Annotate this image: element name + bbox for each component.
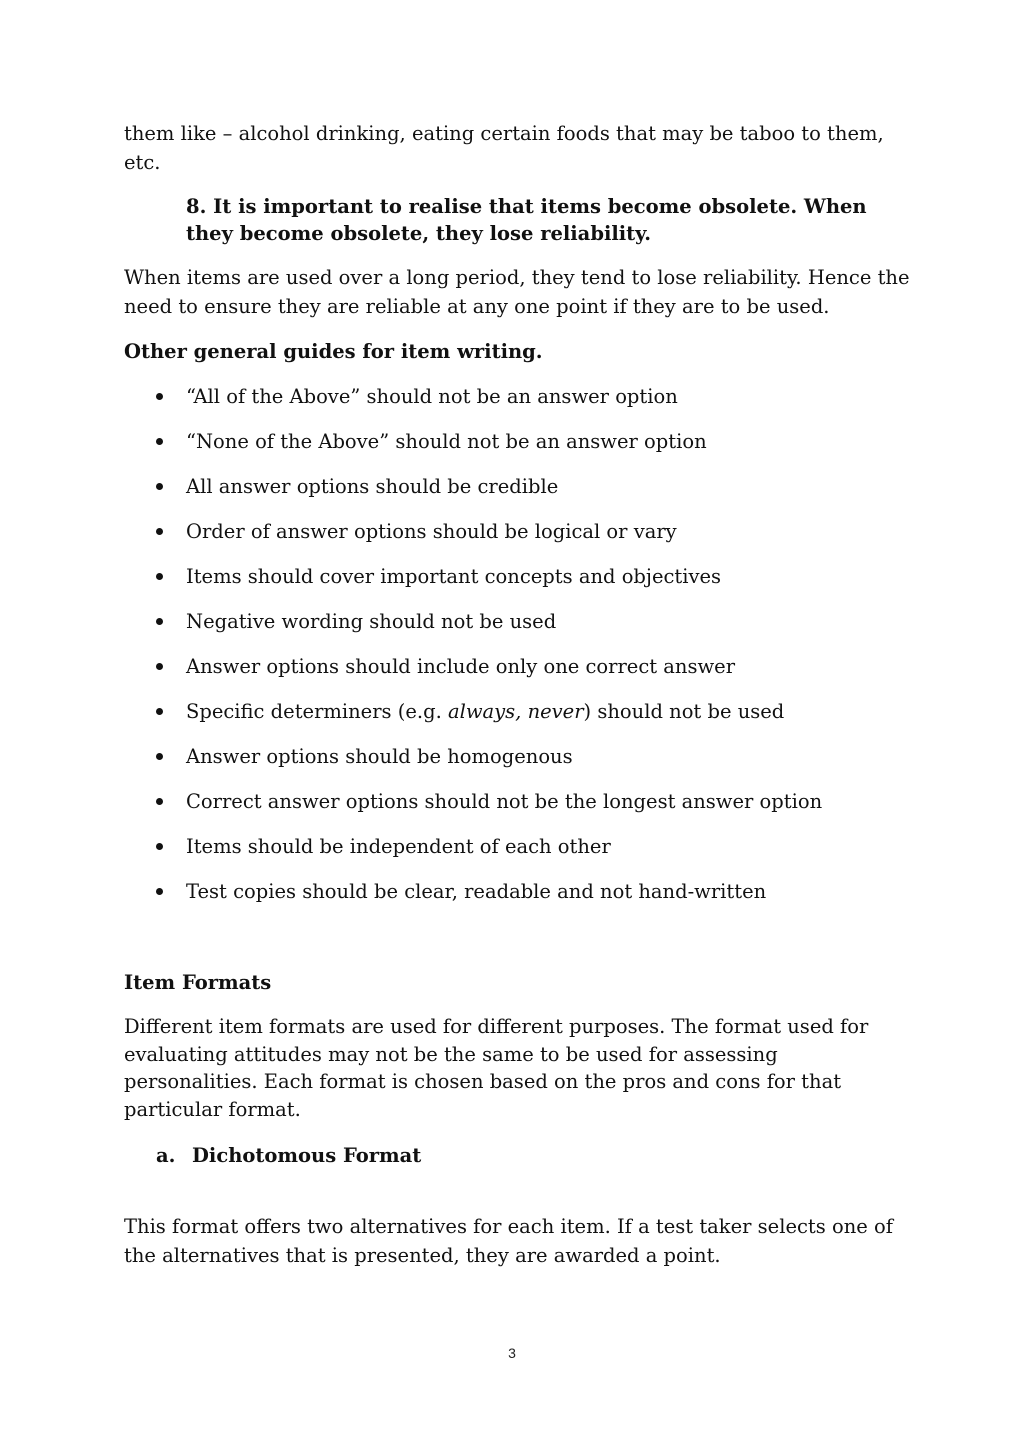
bullet-icon — [156, 618, 163, 625]
guides-list — [124, 382, 914, 922]
dichotomous-heading — [156, 1141, 914, 1170]
page-number: 3 — [508, 1345, 516, 1361]
list-item-text: Answer options should include only one correct answer — [186, 655, 736, 678]
bullet-icon — [156, 438, 163, 445]
list-item-text: Test copies should be clear, readable and not hand-written — [186, 880, 767, 903]
bullet-icon — [156, 528, 163, 535]
dichotomous-heading-text: Dichotomous Format — [192, 1144, 422, 1167]
bullet-icon — [156, 573, 163, 580]
list-item-text: Items should cover important concepts and objectives — [186, 565, 722, 588]
opening-paragraph: them like – alcohol drinking, eating certain foods that may be taboo to them, etc. — [124, 122, 884, 174]
list-item-text: Correct answer options should not be the longest answer option — [186, 790, 823, 813]
list-item — [124, 832, 914, 877]
section-spacer — [124, 922, 914, 968]
bullet-icon — [156, 708, 163, 715]
dichotomous-paragraph: This format offers two alternatives for each item. If a test taker selects one of the alternatives that is presented, they are awarded a point. — [124, 1215, 893, 1267]
item-formats-paragraph: Different item formats are used for different purposes. The format used for evaluating attitudes may not be the same to be used for assessing personalities. Each format is chosen based on the pros and cons for that particular format. — [124, 1015, 869, 1121]
list-item — [124, 472, 914, 517]
bullet-icon — [156, 798, 163, 805]
list-item-text: “All of the Above” should not be an answer option — [186, 385, 678, 408]
list-item — [124, 382, 914, 427]
list-item-text: Order of answer options should be logical or vary — [186, 520, 677, 543]
list-item-text: “None of the Above” should not be an answer option — [186, 430, 707, 453]
list-item — [124, 742, 914, 787]
list-item-text: All answer options should be credible — [186, 475, 559, 498]
determiners-suffix: ) should not be used — [583, 700, 785, 723]
list-item-text: Items should be independent of each other — [186, 835, 611, 858]
point-8-heading: 8. It is important to realise that items become obsolete. When they become obsolete, they lose reliability. — [186, 195, 867, 245]
determiners-examples: always, never — [447, 700, 584, 723]
list-item — [124, 607, 914, 652]
list-item — [124, 652, 914, 697]
page-content — [124, 119, 914, 1286]
list-item-text: Answer options should be homogenous — [186, 745, 573, 768]
guides-heading: Other general guides for item writing. — [124, 340, 543, 363]
bullet-icon — [156, 888, 163, 895]
item-formats-heading: Item Formats — [124, 971, 272, 994]
list-item — [124, 427, 914, 472]
dichotomous-marker: a. — [156, 1144, 176, 1167]
list-item — [124, 562, 914, 607]
list-item — [124, 517, 914, 562]
list-item-text: Negative wording should not be used — [186, 610, 557, 633]
bullet-icon — [156, 483, 163, 490]
list-item — [124, 877, 914, 922]
bullet-icon — [156, 753, 163, 760]
list-item-text: Specific determiners (e.g. — [186, 700, 448, 723]
list-item — [124, 697, 914, 742]
bullet-icon — [156, 843, 163, 850]
bullet-icon — [156, 393, 163, 400]
bullet-icon — [156, 663, 163, 670]
point-8-paragraph: When items are used over a long period, they tend to lose reliability. Hence the need to ensure they are reliable at any one point if they are to be used. — [124, 266, 910, 318]
list-item — [124, 787, 914, 832]
